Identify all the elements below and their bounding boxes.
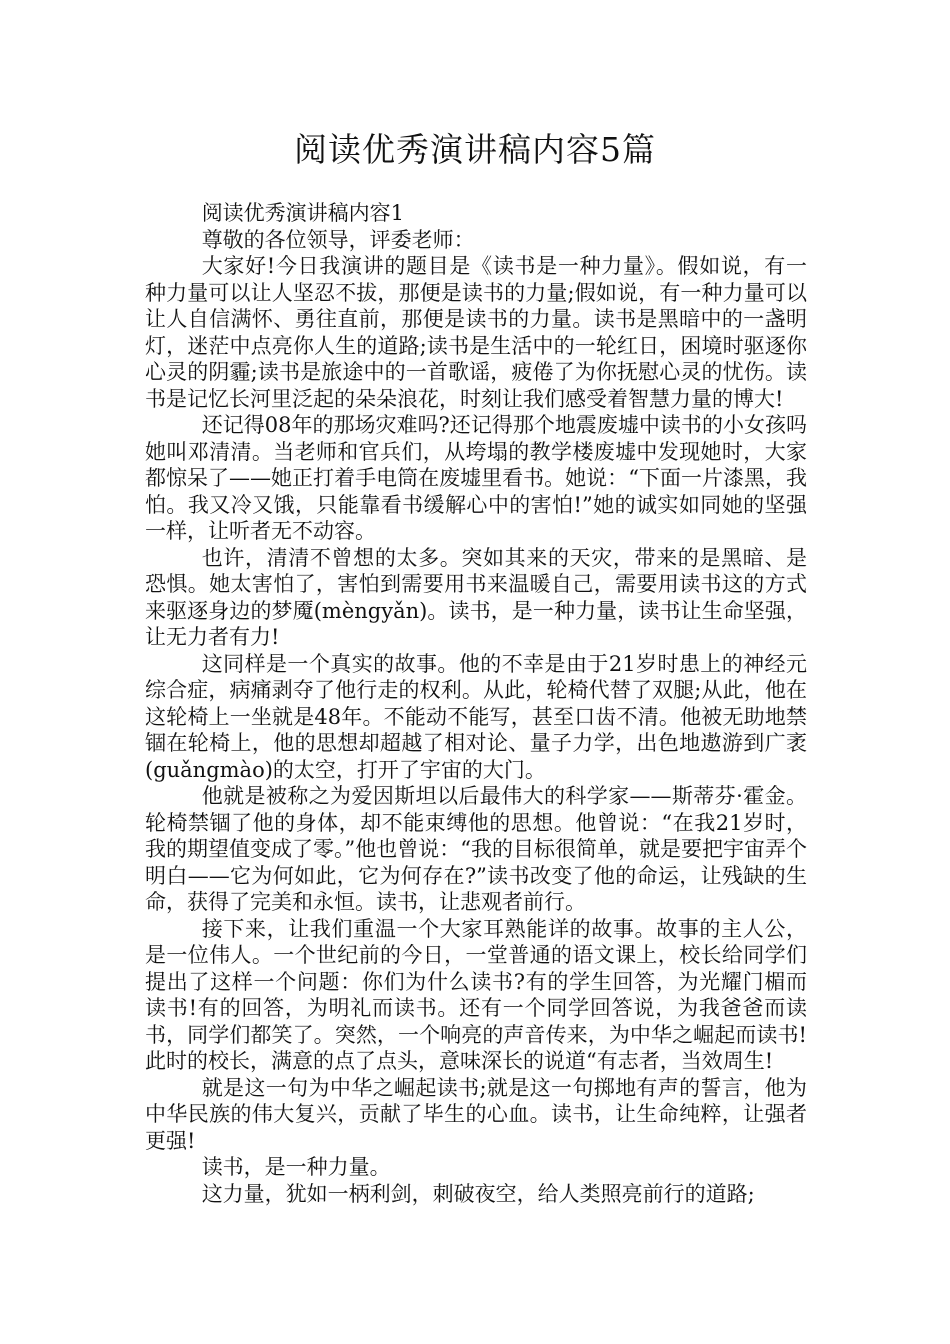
- document-title: 阅读优秀演讲稿内容5篇: [294, 130, 656, 169]
- paragraph-8: 读书，是一种力量。: [201, 1155, 391, 1179]
- paragraph-2: 还记得08年的那场灾难吗?还记得那个地震废墟中读书的小女孩吗她叫邓清清。当老师和官兵们，从垮塌的教学楼废墟中发现她时，大家都惊呆了——她正打着手电筒在废墟里看书。她说：“下面一片漆黑，我怕。我又冷又饿，只能靠看书缓解心中的害怕!”她的诚实如同她的坚强一样，让听者无不动容。: [145, 413, 807, 543]
- paragraph-3: 也许，清清不曾想的太多。突如其来的天灾，带来的是黑暗、是恐惧。她太害怕了，害怕到需要用书来温暖自己，需要用读书这的方式来驱逐身边的梦魇(mèngyǎn)。读书，是一种力量，读书让生命坚强，让无力者有力!: [145, 545, 807, 649]
- document-body: [145, 200, 807, 1207]
- paragraph-4: 这同样是一个真实的故事。他的不幸是由于21岁时患上的神经元综合症，病痛剥夺了他行走的权利。从此，轮椅代替了双腿;从此，他在这轮椅上一坐就是48年。不能动不能写，甚至口齿不清。他被无助地禁锢在轮椅上，他的思想却超越了相对论、量子力学，出色地遨游到广袤(guǎngmào)的太空，打开了宇宙的大门。: [145, 651, 807, 782]
- section-heading: 阅读优秀演讲稿内容1: [201, 201, 405, 225]
- paragraph-6: 接下来，让我们重温一个大家耳熟能详的故事。故事的主人公，是一位伟人。一个世纪前的今日，一堂普通的语文课上，校长给同学们提出了这样一个问题：你们为什么读书?有的学生回答，为光耀门楣而读书!有的回答，为明礼而读书。还有一个同学回答说，为我爸爸而读书，同学们都笑了。突然，一个响亮的声音传来，为中华之崛起而读书!此时的校长，满意的点了点头，意味深长的说道“有志者，当效周生!: [145, 916, 807, 1073]
- paragraph-1: 大家好!今日我演讲的题目是《读书是一种力量》。假如说，有一种力量可以让人坚忍不拔，那便是读书的力量;假如说，有一种力量可以让人自信满怀、勇往直前，那便是读书的力量。读书是黑暗中的一盏明灯，迷茫中点亮你人生的道路;读书是生活中的一轮红日，困境时驱逐你心灵的阴霾;读书是旅途中的一首歌谣，疲倦了为你抚慰心灵的忧伤。读书是记忆长河里泛起的朵朵浪花，时刻让我们感受着智慧力量的博大!: [145, 254, 807, 411]
- paragraph-5: 他就是被称之为爱因斯坦以后最伟大的科学家——斯蒂芬·霍金。轮椅禁锢了他的身体，却不能束缚他的思想。他曾说：“在我21岁时，我的期望值变成了零。”他也曾说：“我的目标很简单，就是要把宇宙弄个明白——它为何如此，它为何存在?”读书改变了他的命运，让残缺的生命，获得了完美和永恒。读书，让悲观者前行。: [145, 784, 807, 914]
- salutation: 尊敬的各位领导，评委老师：: [201, 227, 475, 252]
- paragraph-9: 这力量，犹如一柄利剑，刺破夜空，给人类照亮前行的道路;: [201, 1181, 755, 1206]
- paragraph-7: 就是这一句为中华之崛起读书;就是这一句掷地有声的誓言，他为中华民族的伟大复兴，贡献了毕生的心血。读书，让生命纯粹，让强者更强!: [145, 1075, 807, 1153]
